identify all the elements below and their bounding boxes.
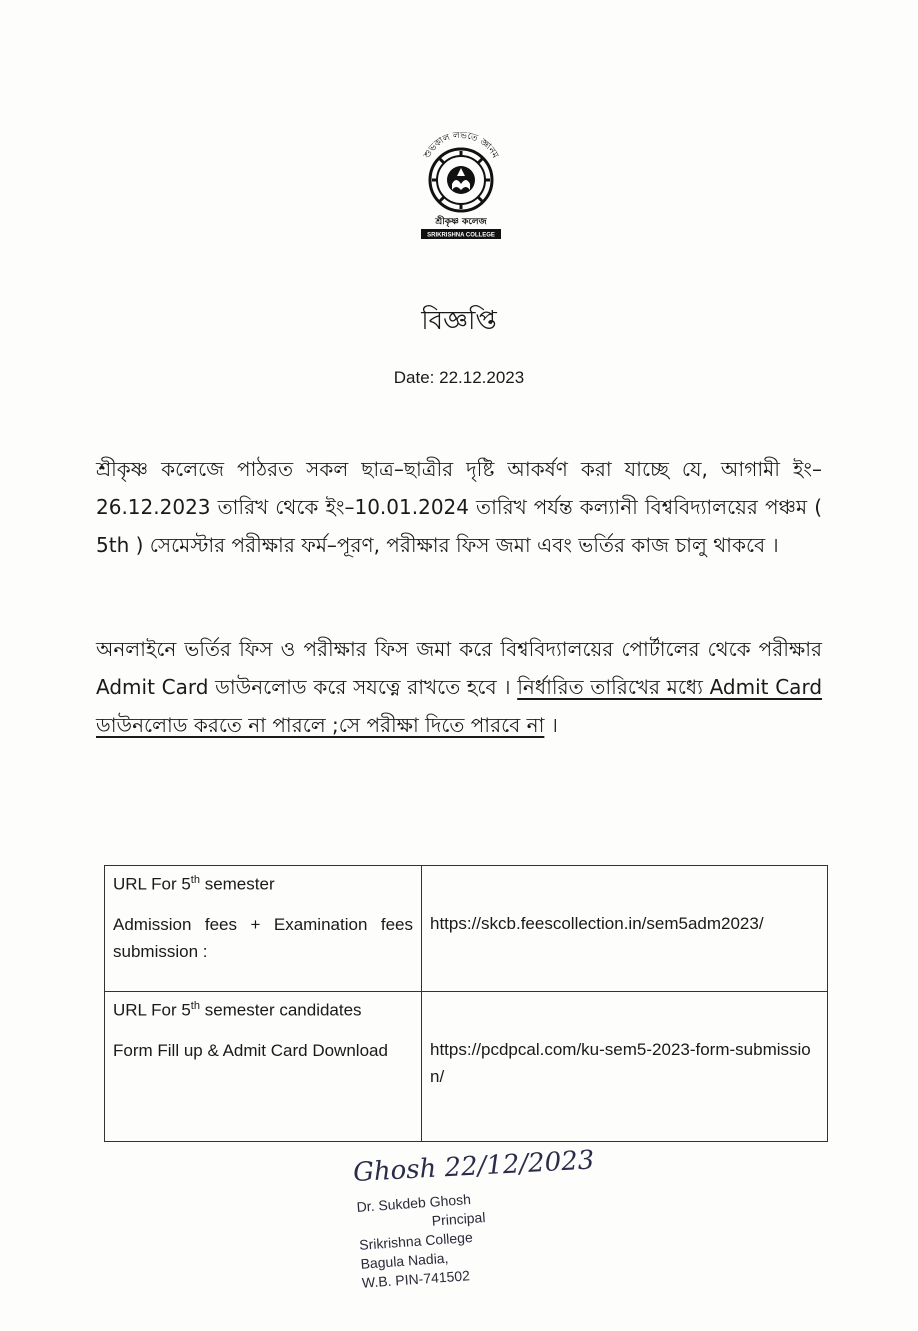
notice-paragraph-2: [96, 630, 822, 744]
college-logo: [411, 124, 511, 244]
row-title: URL For 5th semester: [113, 874, 275, 894]
notice-heading: বিজ্ঞপ্তি: [421, 306, 497, 336]
row-label: Admission fees + Examination fees submission :: [113, 914, 413, 961]
paragraph-2-main: অনলাইনে ভর্তির ফিস ও পরীক্ষার ফিস জমা করে বিশ্ববিদ্যালয়ের পোর্টালের থেকে পরীক্ষার Admit Card ডাউনলোড করে সযত্নে রাখতে হবে ।: [96, 637, 822, 699]
paragraph-2-end: ।: [544, 713, 558, 737]
row-url-cell: [422, 866, 828, 992]
url-table: [104, 865, 828, 1142]
admission-fees-url-link[interactable]: https://skcb.feescollection.in/sem5adm2023/: [430, 914, 764, 933]
stamp-college: Srikrishna College: [358, 1228, 474, 1253]
row-label: Form Fill up & Admit Card Download: [113, 1040, 388, 1060]
row-title: URL For 5th semester candidates: [113, 1000, 362, 1020]
stamp-name: Dr. Sukdeb Ghosh: [356, 1191, 472, 1215]
logo-name-bn: শ্রীকৃষ্ণ কলেজ: [435, 217, 487, 227]
row-label-cell: [105, 866, 422, 992]
table-row: [105, 866, 828, 992]
notice-date: Date: 22.12.2023: [393, 368, 525, 387]
stamp-place: Bagula Nadia,: [360, 1249, 449, 1272]
row-url-cell: [422, 992, 828, 1142]
handwritten-signature: Ghosh 22/12/2023: [352, 1145, 596, 1189]
form-fill-up-url-link[interactable]: https://pcdpcal.com/ku-sem5-2023-form-submission/: [430, 1040, 811, 1086]
paragraph-2-warning: নির্ধারিত তারিখের মধ্যে Admit Card ডাউনলোড করতে না পারলে ;সে পরীক্ষা দিতে পারবে না: [96, 675, 823, 737]
table-row: [105, 992, 828, 1142]
logo-arc-text: শুভকাল লভতে জ্ঞানম: [422, 130, 500, 161]
row-label-cell: [105, 992, 422, 1142]
logo-name-en: SRIKRISHNA COLLEGE: [427, 232, 495, 239]
notice-paragraph-1: শ্রীকৃষ্ণ কলেজে পাঠরত সকল ছাত্র–ছাত্রীর দৃষ্টি আকর্ষণ করা যাচ্ছে যে, আগামী ইং–26.12.2023 তারিখ থেকে ইং–10.01.2024 তারিখ পর্যন্ত কল্যানী বিশ্ববিদ্যালয়ের পঞ্চম ( 5th ) সেমেস্টার পরীক্ষার ফর্ম–পূরণ, পরীক্ষার ফিস জমা এবং ভর্তির কাজ চালু থাকবে ।: [96, 457, 822, 557]
principal-stamp: [356, 1188, 512, 1293]
stamp-pin: W.B. PIN-741502: [361, 1267, 471, 1291]
stamp-designation: Principal: [431, 1209, 486, 1229]
